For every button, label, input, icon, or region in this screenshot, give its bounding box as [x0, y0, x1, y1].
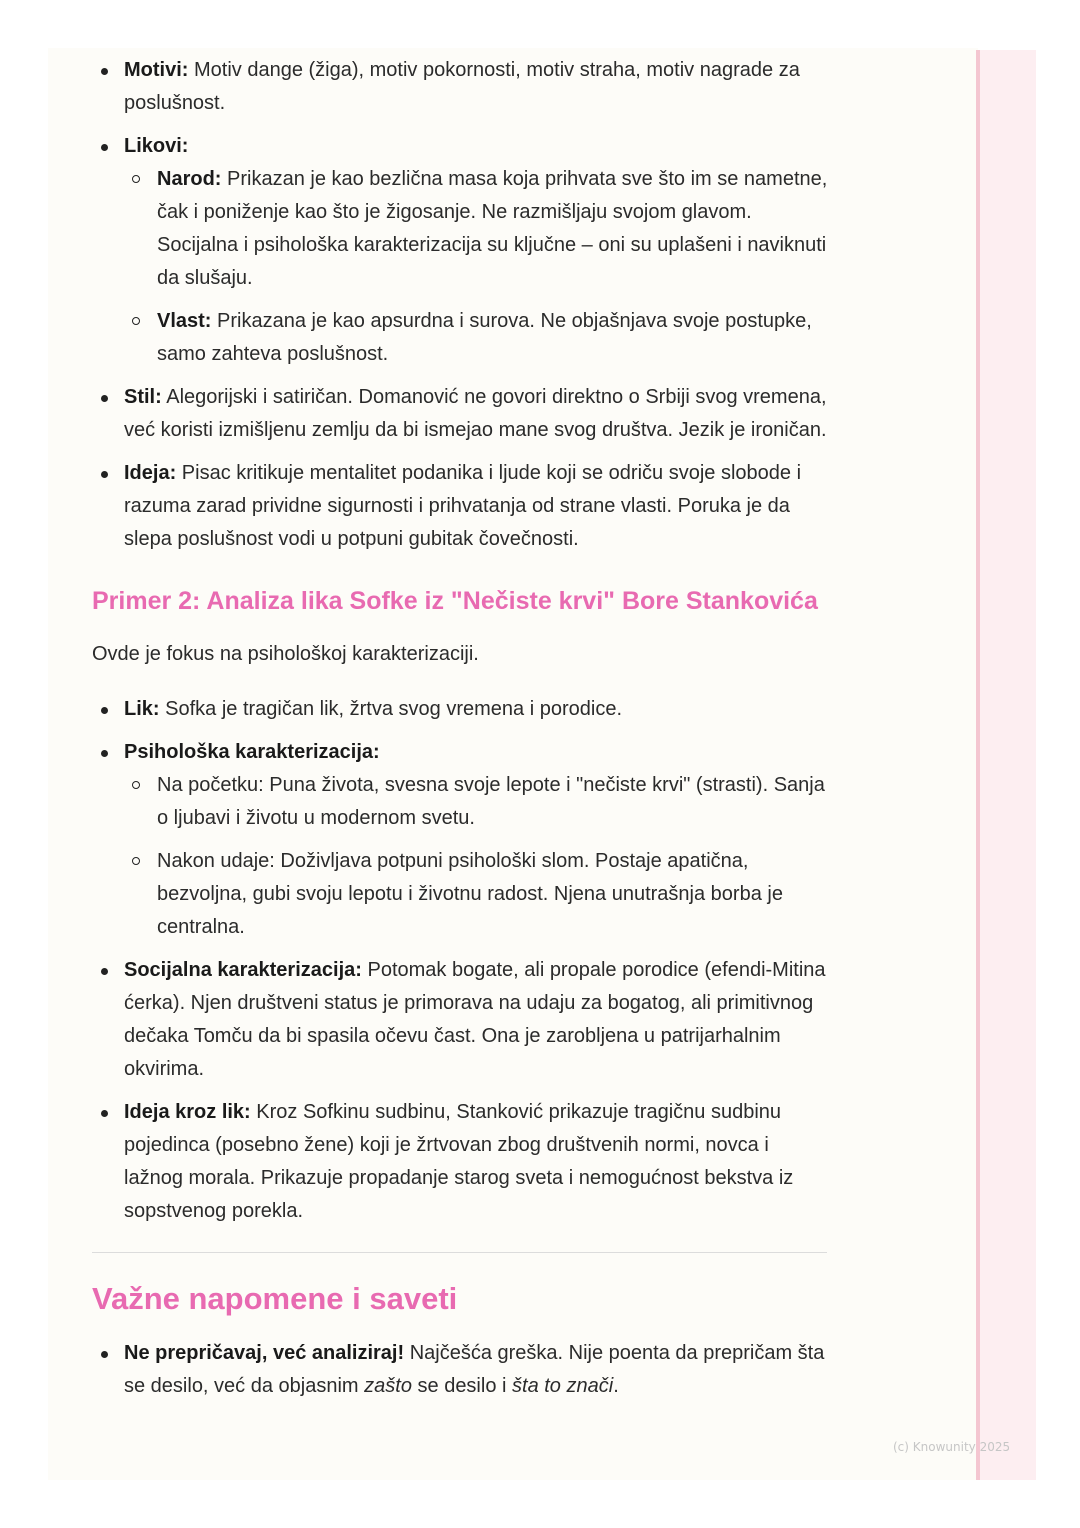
term-lik: Lik:	[124, 698, 160, 720]
term-narod: Narod:	[157, 168, 222, 190]
list-item-na-pocetku: Na početku: Puna života, svesna svoje lepote i "nečiste krvi" (strasti). Sanja o ljubavi i životu u modernom svetu.	[124, 769, 832, 835]
list-item-narod	[124, 163, 832, 295]
vlast-text: Prikazana je kao apsurdna i surova. Ne objašnjava svoje postupke, samo zahteva poslušnost.	[157, 310, 812, 365]
list-item-motivi	[92, 54, 832, 120]
list-item-lik	[92, 693, 832, 726]
narod-text: Prikazan je kao bezlična masa koja prihvata sve što im se nametne, čak i poniženje kao što je žigosanje. Ne razmišljaju svojom glavom. Socijalna i psihološka karakterizacija su ključne – oni su uplašeni i naviknuti da slušaju.	[157, 168, 828, 289]
list-item-likovi	[92, 130, 832, 371]
term-motivi: Motivi:	[124, 59, 189, 81]
term-psiholoska: Psihološka karakterizacija:	[124, 741, 380, 763]
list-item-ideja	[92, 457, 832, 556]
term-stil: Stil:	[124, 386, 162, 408]
list-item-vlast	[124, 305, 832, 371]
list-item-psiholoska	[92, 736, 832, 944]
page-margin-strip	[976, 50, 1036, 1480]
term-vlast: Vlast:	[157, 310, 212, 332]
analysis-list-2	[92, 693, 832, 1228]
psiholoska-sublist	[124, 769, 832, 944]
term-ne-prepricavaj: Ne prepričavaj, već analiziraj!	[124, 1342, 405, 1364]
section-heading-napomene: Važne napomene i saveti	[92, 1281, 458, 1316]
watermark: (c) Knowunity 2025	[893, 1440, 1011, 1454]
list-item-nakon-udaje: Nakon udaje: Doživljava potpuni psihološki slom. Postaje apatična, bezvoljna, gubi svoju lepotu i životnu radost. Njena unutrašnja borba je centralna.	[124, 845, 832, 944]
list-item-tip-1	[92, 1337, 832, 1403]
tip1-text-b: se desilo i	[411, 1375, 513, 1397]
likovi-sublist	[124, 163, 832, 371]
list-item-socijalna	[92, 954, 832, 1086]
ideja-kroz-lik-text: Kroz Sofkinu sudbinu, Stanković prikazuje tragičnu sudbinu pojedinca (posebno žene) koji je žrtvovan zbog društvenih normi, novca i lažnog morala. Prikazuje propadanje starog sveta i nemogućnost bekstva iz sopstvenog porekla.	[124, 1101, 794, 1222]
list-item-ideja-kroz-lik	[92, 1096, 832, 1228]
ideja-text: Pisac kritikuje mentalitet podanika i ljude koji se odriču svoje slobode i razuma zarad prividne sigurnosti i prihvatanja od strane vlasti. Poruka je da slepa poslušnost vodi u potpuni gubitak čovečnosti.	[124, 462, 802, 550]
socijalna-text: Potomak bogate, ali propale porodice (efendi-Mitina ćerka). Njen društveni status je primorava na udaju za bogatog, ali primitivnog dečaka Tomču da bi spasila očevu čast. Ona je zarobljena u patrijarhalnim okvirima.	[124, 959, 826, 1080]
tip1-em-zasto: zašto	[364, 1375, 412, 1397]
motivi-text: Motiv dange (žiga), motiv pokornosti, motiv straha, motiv nagrade za poslušnost.	[124, 59, 800, 114]
section-intro: Ovde je fokus na psihološkoj karakterizaciji.	[92, 643, 479, 665]
tip1-text-a: Najčešća greška. Nije poenta da prepričam šta se desilo, već da objasnim	[124, 1342, 825, 1397]
term-ideja: Ideja:	[124, 462, 177, 484]
tip1-text-c: .	[613, 1375, 619, 1397]
document-content	[92, 50, 832, 1413]
section-divider	[92, 1252, 827, 1253]
tip1-em-sta-to-znaci: šta to znači	[512, 1375, 614, 1397]
section-heading-primer-2: Primer 2: Analiza lika Sofke iz "Nečiste krvi" Bore Stankovića	[92, 587, 818, 615]
analysis-list-1	[92, 54, 832, 556]
term-socijalna: Socijalna karakterizacija:	[124, 959, 362, 981]
stil-text: Alegorijski i satiričan. Domanović ne govori direktno o Srbiji svog vremena, već koristi izmišljenu zemlju da bi ismejao mane svog društva. Jezik je ironičan.	[124, 386, 827, 441]
tips-list	[92, 1337, 832, 1403]
term-likovi: Likovi:	[124, 135, 189, 157]
list-item-stil	[92, 381, 832, 447]
lik-text: Sofka je tragičan lik, žrtva svog vremena i porodice.	[159, 698, 622, 720]
term-ideja-kroz-lik: Ideja kroz lik:	[124, 1101, 251, 1123]
